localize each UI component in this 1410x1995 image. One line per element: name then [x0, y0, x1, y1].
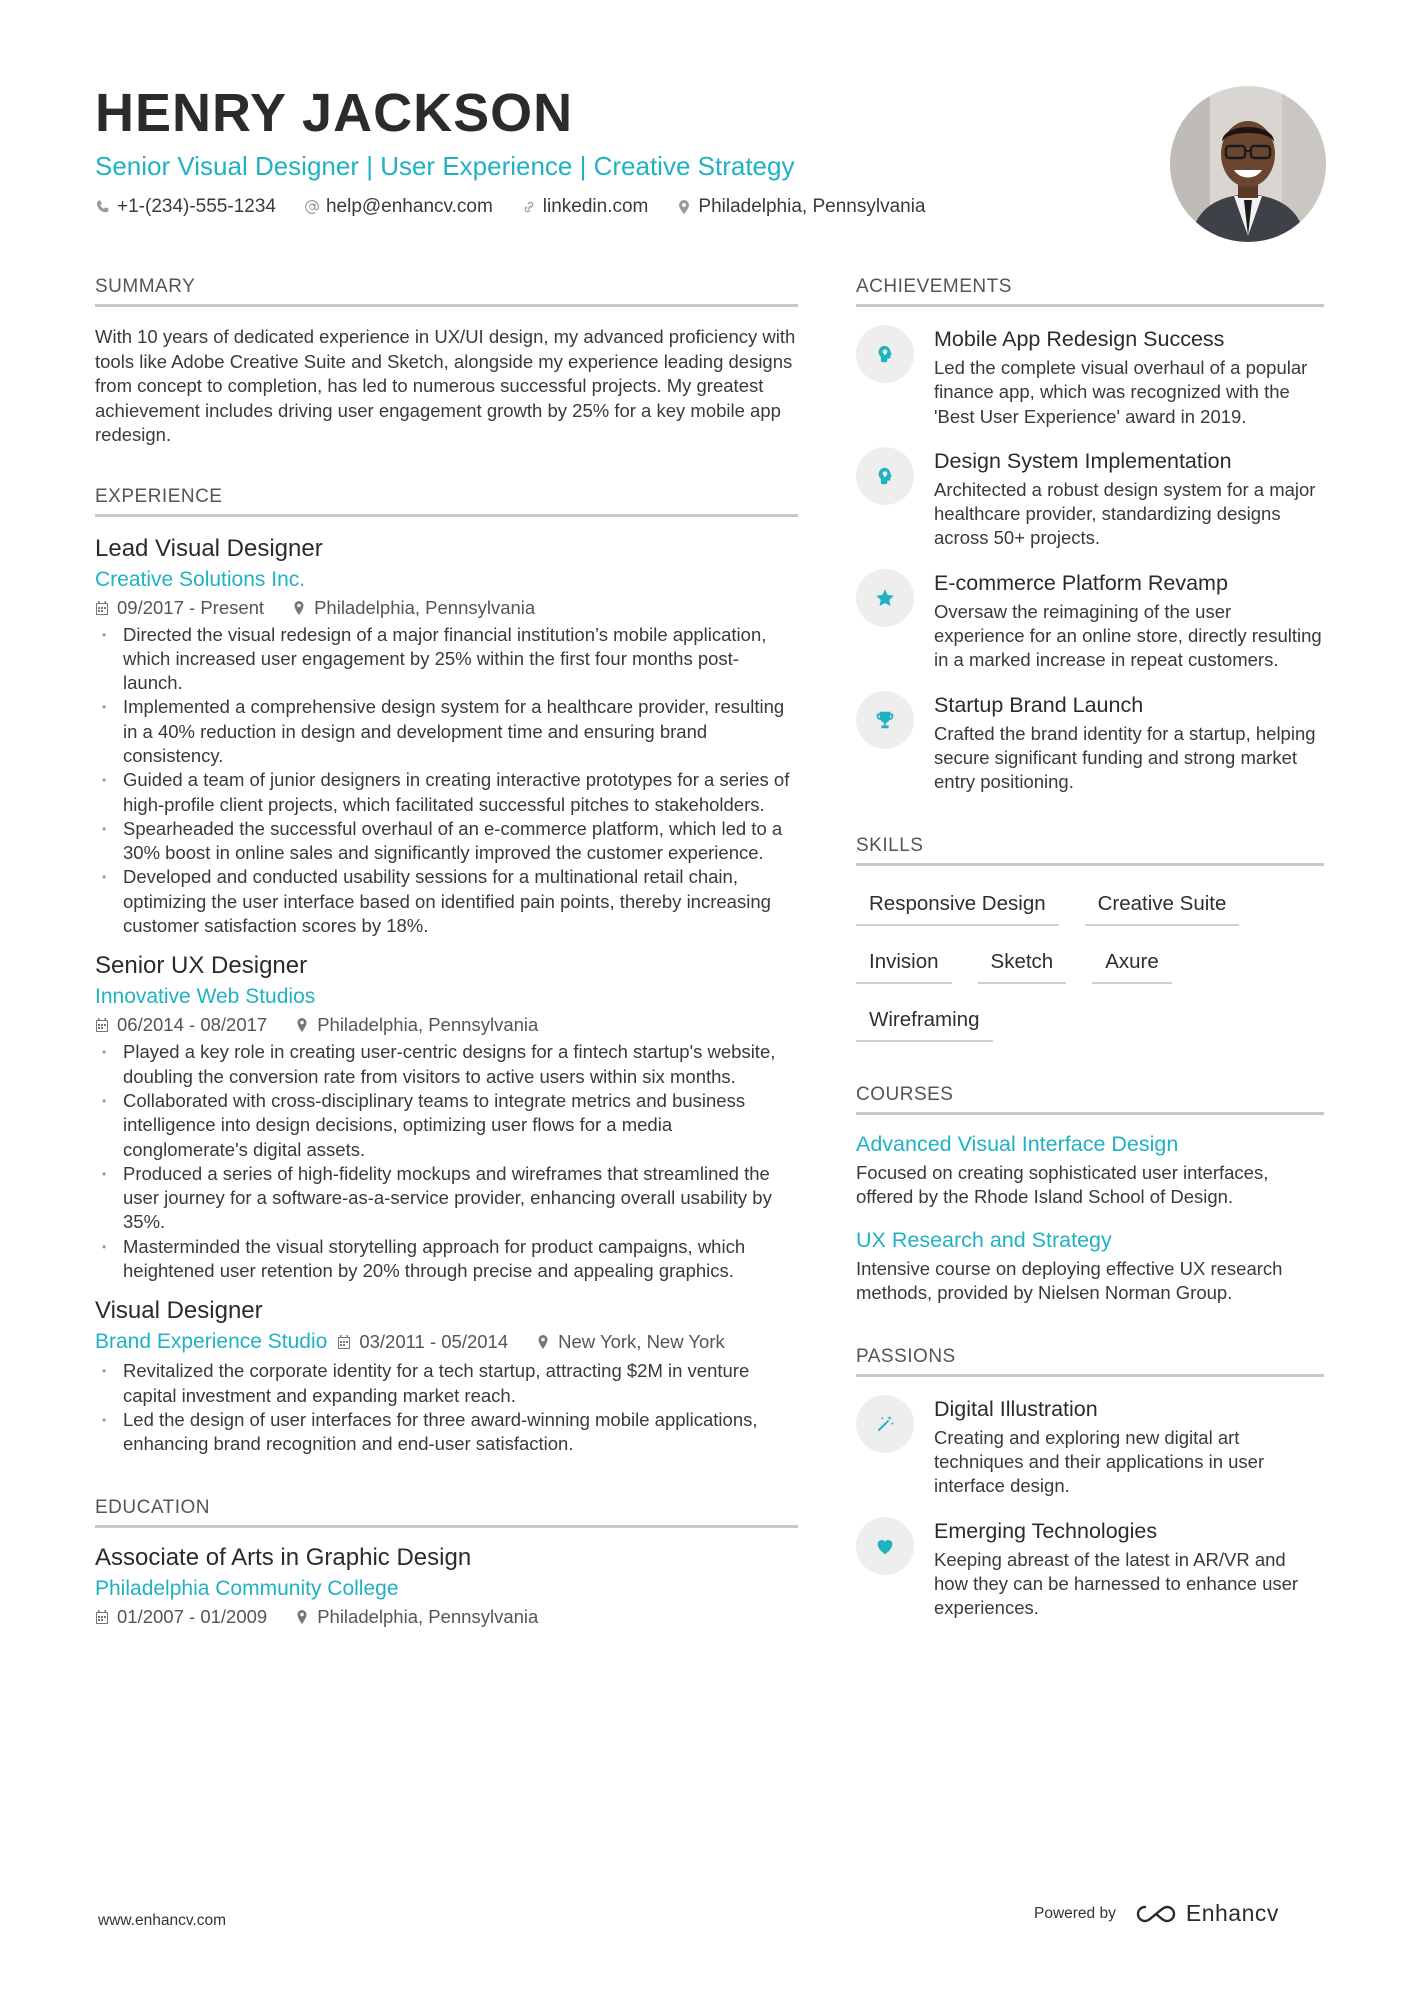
job-location	[295, 1012, 538, 1038]
job-title: Visual Designer	[95, 1297, 263, 1325]
course-title: UX Research and Strategy	[856, 1228, 1112, 1253]
achievement-desc: Crafted the brand identity for a startup, helping secure significant funding and strong market entry positioning.	[934, 722, 1316, 793]
phone-text: +1-(234)-555-1234	[117, 196, 276, 217]
phone-icon	[95, 199, 111, 215]
passion-item	[856, 1395, 1324, 1499]
skill-tag: Invision	[856, 938, 952, 984]
course-item	[856, 1225, 1324, 1306]
bullet: • Developed and conducted usability sessions for a multinational retail chain, optimizing the user interface based on identified pain points, thereby increasing customer satisfaction scores by 18%.	[95, 865, 798, 938]
degree-title: Associate of Arts in Graphic Design	[95, 1543, 472, 1571]
skill-tag: Wireframing	[856, 996, 993, 1042]
passion-desc: Creating and exploring new digital art techniques and their applications in user interface design.	[934, 1426, 1265, 1497]
job-dates	[95, 1012, 267, 1038]
job-title: Senior UX Designer	[95, 952, 308, 980]
summary-heading: SUMMARY	[95, 276, 798, 307]
dates-text: 01/2007 - 01/2009	[117, 1605, 268, 1627]
achievement-title: Startup Brand Launch	[934, 692, 1144, 717]
infinity-logo-icon	[1134, 1903, 1178, 1925]
bullet: • Implemented a comprehensive design system for a healthcare provider, resulting in a 40% reduction in design and development time and ensuring brand consistency.	[95, 695, 798, 768]
job-dates	[337, 1329, 508, 1355]
education-dates	[95, 1604, 267, 1630]
job-dates	[95, 595, 264, 621]
achievement-desc: Led the complete visual overhaul of a popular finance app, which was recognized with the 'Best User Experience' award in 2019.	[934, 357, 1308, 427]
achievement-item	[856, 325, 1324, 429]
course-desc: Focused on creating sophisticated user interfaces, offered by the Rhode Island School of Design.	[856, 1161, 1269, 1207]
achievement-title: Mobile App Redesign Success	[934, 327, 1225, 351]
magic-wand-icon	[856, 1395, 914, 1453]
location-pin-icon	[292, 601, 306, 615]
lightbulb-head-icon	[856, 325, 914, 383]
achievement-title: Design System Implementation	[934, 448, 1232, 473]
dates-text: 09/2017 - Present	[117, 596, 265, 618]
email-text: help@enhancv.com	[325, 196, 493, 217]
star-icon	[856, 569, 914, 627]
skill-tag: Axure	[1092, 938, 1172, 984]
enhancv-logo[interactable]	[1134, 1900, 1279, 1927]
experience-entry	[95, 1295, 798, 1456]
calendar-icon	[95, 1610, 109, 1624]
location-pin-icon	[295, 1610, 309, 1624]
skill-tag: Creative Suite	[1085, 880, 1240, 926]
location-pin-icon	[295, 1018, 309, 1032]
bullet: • Spearheaded the successful overhaul of an e-commerce platform, which led to a 30% boost in online sales and significantly improved the customer experience.	[95, 817, 798, 866]
linkedin-text: linkedin.com	[542, 196, 649, 217]
dates-text: 06/2014 - 08/2017	[117, 1014, 268, 1036]
course-item	[856, 1129, 1324, 1210]
achievement-item	[856, 691, 1324, 795]
contact-location	[676, 196, 925, 218]
calendar-icon	[337, 1335, 351, 1349]
dates-text: 03/2011 - 05/2014	[359, 1331, 509, 1353]
achievement-item	[856, 569, 1324, 673]
education-meta	[95, 1604, 798, 1630]
passions-heading: PASSIONS	[856, 1346, 1324, 1377]
education-location	[295, 1604, 538, 1630]
courses-heading: COURSES	[856, 1084, 1324, 1115]
calendar-icon	[95, 601, 109, 615]
bullet: • Guided a team of junior designers in creating interactive prototypes for a series of high-profile client projects, which facilitated successful pitches to stakeholders.	[95, 768, 798, 817]
location-text: Philadelphia, Pennsylvania	[317, 1605, 539, 1627]
job-bullets	[95, 1359, 798, 1456]
job-meta	[95, 1012, 798, 1038]
bullet: • Directed the visual redesign of a major financial institution’s mobile application, which increased user engagement by 25% within the first four months post-launch.	[95, 623, 798, 696]
skill-tag: Sketch	[978, 938, 1067, 984]
course-desc: Intensive course on deploying effective UX research methods, provided by Nielsen Norman Group.	[856, 1258, 1283, 1304]
contact-email[interactable]	[304, 196, 493, 218]
location-pin-icon	[536, 1335, 550, 1349]
skills-list	[856, 880, 1324, 1054]
experience-entry	[95, 950, 798, 1283]
achievement-desc: Oversaw the reimagining of the user experience for an online store, directly resulting in a marked increase in repeat customers.	[934, 600, 1322, 671]
company-name: Brand Experience Studio	[95, 1330, 328, 1354]
lightbulb-head-icon	[856, 447, 914, 505]
location-text: Philadelphia, Pennsylvania	[314, 596, 536, 618]
job-bullets	[95, 1040, 798, 1283]
bullet: • Led the design of user interfaces for three award-winning mobile applications, enhancing brand recognition and end-user satisfaction.	[95, 1408, 798, 1457]
contact-phone[interactable]	[95, 196, 276, 218]
education-heading: EDUCATION	[95, 1497, 798, 1528]
location-text: Philadelphia, Pennsylvania	[698, 196, 926, 217]
passion-item	[856, 1517, 1324, 1621]
at-icon	[304, 199, 320, 215]
skill-tag: Responsive Design	[856, 880, 1059, 926]
education-entry	[95, 1542, 798, 1630]
footer-branding	[1034, 1900, 1279, 1927]
profile-photo	[1170, 86, 1326, 242]
school-name: Philadelphia Community College	[95, 1576, 399, 1600]
experience-heading: EXPERIENCE	[95, 486, 798, 517]
location-pin-icon	[676, 199, 692, 215]
course-title: Advanced Visual Interface Design	[856, 1131, 1179, 1156]
bullet: • Masterminded the visual storytelling approach for product campaigns, which heightened user retention by 20% through precise and appealing graphics.	[95, 1235, 798, 1284]
passion-title: Digital Illustration	[934, 1396, 1098, 1421]
location-text: Philadelphia, Pennsylvania	[317, 1014, 539, 1036]
bullet: • Collaborated with cross-disciplinary teams to integrate metrics and business intelligence into design decisions, optimizing user flows for a media conglomerate's digital assets.	[95, 1089, 798, 1162]
summary-text: With 10 years of dedicated experience in UX/UI design, my advanced proficiency with tools like Adobe Creative Suite and Sketch, alongside my experience leading designs from concept to completion, has led to numerous successful projects. My greatest achievement includes driving user engagement growth by 25% for a key mobile app redesign.	[95, 326, 796, 445]
trophy-icon	[856, 691, 914, 749]
contact-linkedin[interactable]	[521, 196, 649, 218]
footer-website[interactable]: www.enhancv.com	[98, 1912, 227, 1929]
achievement-desc: Architected a robust design system for a major healthcare provider, standardizing designs across 50+ projects.	[934, 478, 1316, 549]
contact-bar	[95, 196, 1155, 218]
calendar-icon	[95, 1018, 109, 1032]
achievement-item	[856, 447, 1324, 551]
headline: Senior Visual Designer | User Experience | Creative Strategy	[95, 151, 795, 181]
powered-by-text: Powered by	[1034, 1904, 1116, 1922]
passion-desc: Keeping abreast of the latest in AR/VR and how they can be harnessed to enhance user experiences.	[934, 1548, 1299, 1619]
bullet: • Revitalized the corporate identity for a tech startup, attracting $2M in venture capital investment and expanding market reach.	[95, 1359, 798, 1408]
achievement-title: E-commerce Platform Revamp	[934, 570, 1228, 595]
bullet: • Produced a series of high-fidelity mockups and wireframes that streamlined the user journey for a software-as-a-service provider, enhancing overall usability by 35%.	[95, 1162, 798, 1235]
job-location	[292, 595, 535, 621]
brand-name: Enhancv	[1185, 1900, 1279, 1926]
job-location	[536, 1329, 725, 1355]
resume-header	[95, 82, 1155, 218]
heart-icon	[856, 1517, 914, 1575]
company-name: Creative Solutions Inc.	[95, 567, 306, 591]
achievements-heading: ACHIEVEMENTS	[856, 276, 1324, 307]
location-text: New York, New York	[558, 1331, 725, 1353]
skills-heading: SKILLS	[856, 835, 1324, 866]
job-bullets	[95, 623, 798, 939]
company-name: Innovative Web Studios	[95, 985, 316, 1009]
candidate-name: HENRY JACKSON	[95, 83, 574, 143]
left-column	[95, 276, 798, 1630]
passion-title: Emerging Technologies	[934, 1518, 1158, 1543]
link-icon	[521, 199, 537, 215]
job-title: Lead Visual Designer	[95, 534, 323, 562]
job-meta	[95, 595, 798, 621]
right-column	[856, 276, 1324, 1621]
job-meta	[95, 1327, 798, 1357]
experience-entry	[95, 533, 798, 939]
bullet: • Played a key role in creating user-centric designs for a fintech startup's website, doubling the conversion rate from visitors to active users within six months.	[95, 1040, 798, 1089]
